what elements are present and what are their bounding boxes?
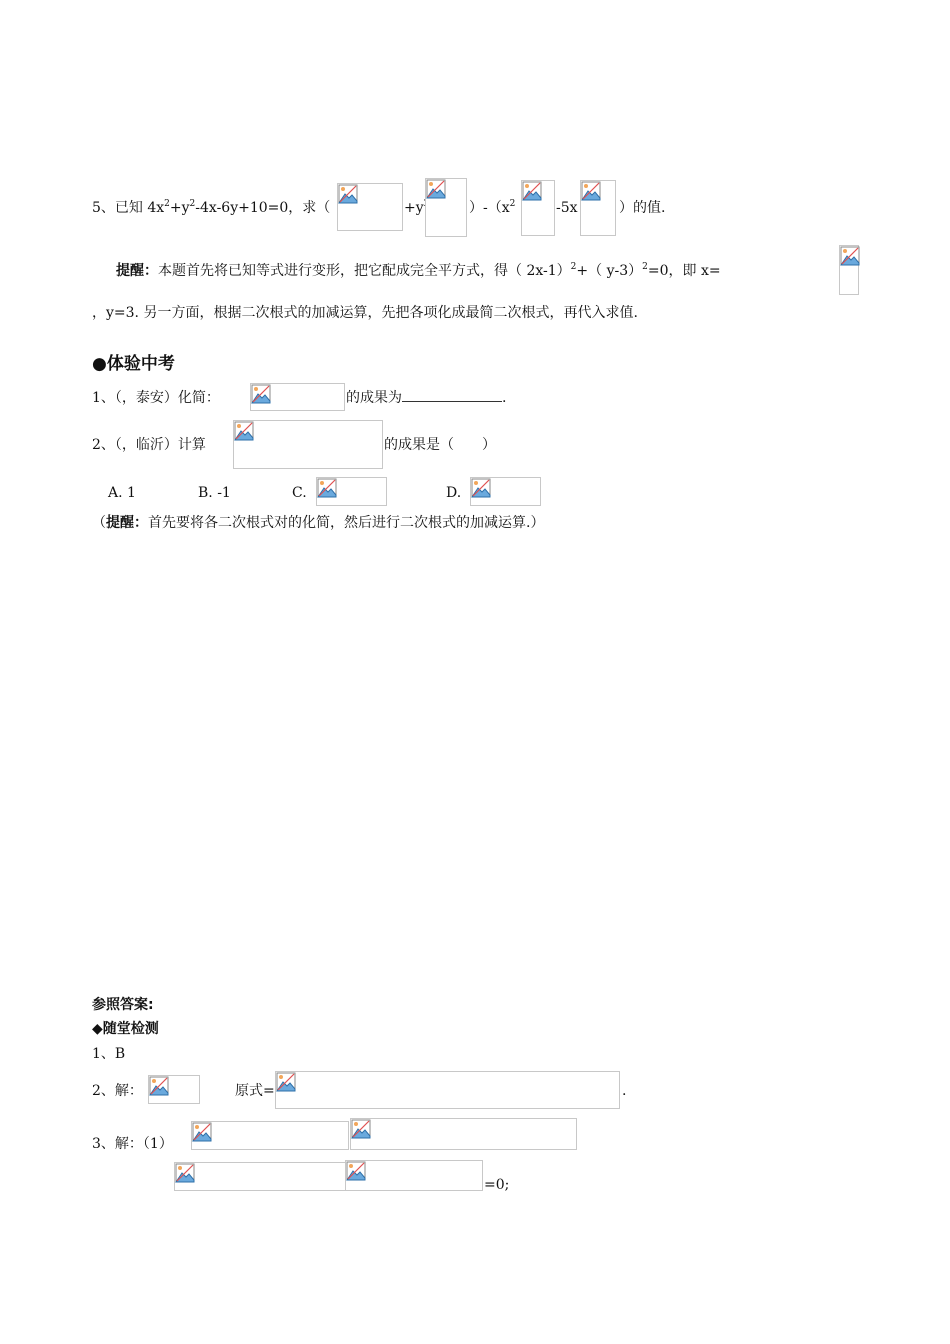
broken-image-icon xyxy=(251,384,271,404)
hint-sup: 2 xyxy=(570,262,577,272)
formula-image xyxy=(250,383,345,411)
exam-q2-prefix: 2、（，临沂）计算 xyxy=(92,437,206,453)
hint-paren: （ xyxy=(92,515,106,531)
option-b: B. -1 xyxy=(198,485,231,501)
formula-image xyxy=(148,1075,200,1104)
formula-image xyxy=(425,178,467,237)
broken-image-icon xyxy=(581,181,601,201)
formula-image xyxy=(233,420,383,469)
q5-text: 5、已知 4x xyxy=(92,200,165,216)
broken-image-icon xyxy=(317,478,337,498)
hint-text: 本题首先将已知等式进行变形，把它配成完全平方式，得（ 2x-1） xyxy=(158,263,571,279)
broken-image-icon xyxy=(346,1161,366,1181)
q5-text: ）-（x xyxy=(469,200,510,216)
q5-sup: 2 xyxy=(189,199,196,209)
formula-image xyxy=(580,180,616,236)
broken-image-icon xyxy=(351,1119,371,1139)
exam-q1-prefix: 1、（，泰安）化简： xyxy=(92,390,220,406)
hint-text: =0，即 x= xyxy=(647,263,721,279)
answer-2-prefix: 2、解： xyxy=(92,1083,143,1099)
formula-image xyxy=(316,477,387,506)
broken-image-icon xyxy=(338,184,358,204)
exam-q1-suffix: 的成果为 xyxy=(346,390,402,406)
broken-image-icon xyxy=(192,1122,212,1142)
q5-sup: 2 xyxy=(164,199,170,209)
formula-image xyxy=(275,1071,620,1109)
option-a: A. 1 xyxy=(108,485,136,501)
exam-q2-suffix: 的成果是（ ） xyxy=(384,437,496,453)
exam-hint xyxy=(92,513,544,533)
q5-text: -5x xyxy=(556,200,578,216)
q5-text: +y xyxy=(169,200,190,216)
exam-q1-suffix-line xyxy=(346,388,506,408)
broken-image-icon xyxy=(522,181,542,201)
formula-image xyxy=(350,1118,577,1150)
answer-3-end: =0; xyxy=(484,1177,510,1193)
section-title: ●体验中考 xyxy=(92,354,175,374)
formula-image xyxy=(191,1121,349,1150)
formula-image xyxy=(345,1160,483,1191)
hint-label: 提醒： xyxy=(106,515,148,531)
broken-image-icon xyxy=(426,179,446,199)
answer-2-mid: 原式= xyxy=(235,1083,275,1099)
hint-label: 提醒： xyxy=(116,263,158,279)
q5-text: +y xyxy=(404,200,424,216)
formula-image xyxy=(470,477,541,506)
q5-text: ）的值. xyxy=(619,200,666,216)
hint-sup: 2 xyxy=(642,262,648,272)
formula-image xyxy=(337,183,403,231)
broken-image-icon xyxy=(840,246,860,266)
formula-image xyxy=(521,180,555,236)
option-c: C. xyxy=(292,485,307,501)
exam-q1-end: . xyxy=(502,390,507,406)
answer-3-prefix: 3、解：（1） xyxy=(92,1136,173,1152)
broken-image-icon xyxy=(175,1163,195,1183)
broken-image-icon xyxy=(276,1072,296,1092)
q5-sup: 2 xyxy=(509,199,516,209)
q5-text: -4x-6y+10=0，求（ xyxy=(195,200,331,216)
answers-subtitle: ◆随堂检测 xyxy=(92,1021,159,1037)
broken-image-icon xyxy=(234,421,254,441)
hint-text: +（ y-3） xyxy=(576,263,643,279)
broken-image-icon xyxy=(149,1076,169,1096)
broken-image-icon xyxy=(471,478,491,498)
q5-line-3 xyxy=(469,198,515,220)
answer-2-end: . xyxy=(622,1083,627,1099)
option-d: D. xyxy=(446,485,462,501)
hint5-line1 xyxy=(116,261,721,283)
answers-title: 参照答案: xyxy=(92,997,154,1013)
hint5-line2: ，y=3. 另一方面，根据二次根式的加减运算，先把各项化成最简二次根式，再代入求值. xyxy=(92,305,638,321)
answer-1: 1、B xyxy=(92,1046,126,1062)
answer-blank xyxy=(402,388,502,402)
formula-image xyxy=(839,245,859,295)
hint-text: 首先要将各二次根式对的化简，然后进行二次根式的加减运算.） xyxy=(148,515,545,531)
formula-image xyxy=(174,1162,346,1191)
q5-line xyxy=(92,198,330,220)
